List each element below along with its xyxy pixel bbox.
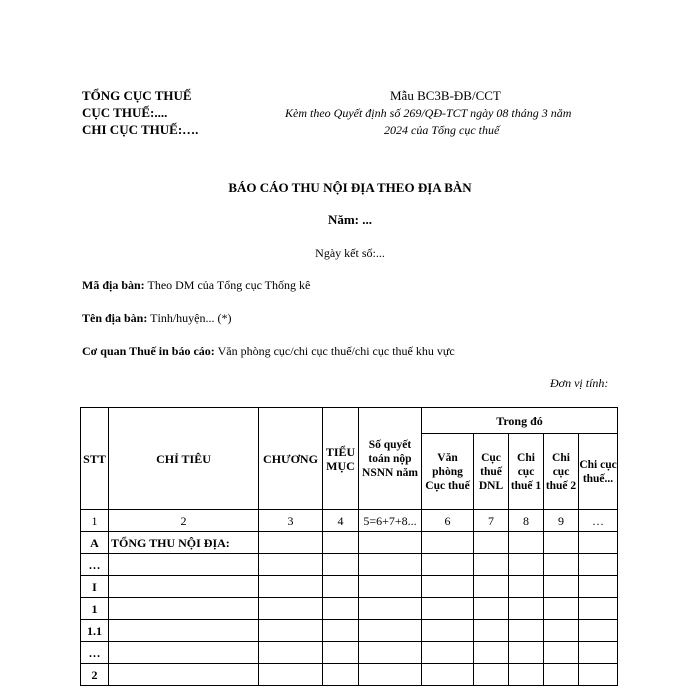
report-year: Năm: ... — [327, 212, 373, 227]
row-stt: 2 — [81, 664, 109, 686]
org-cuc-thue: CỤC THUẾ:.... — [82, 105, 168, 120]
index-cell: 7 — [474, 510, 509, 532]
row-label — [109, 620, 259, 642]
field-label: Cơ quan Thuế in báo cáo: — [82, 344, 215, 358]
decision-line-2: 2024 của Tổng cục thuế — [384, 123, 500, 137]
index-cell: 3 — [259, 510, 323, 532]
table-row — [81, 598, 618, 620]
table-row — [81, 576, 618, 598]
form-code: Mẫu BC3B-ĐB/CCT — [390, 88, 501, 103]
field-label: Tên địa bàn: — [82, 311, 148, 325]
header-so-quyet-toan: Số quyết toán nộp NSNN năm — [359, 408, 422, 510]
table-row — [81, 642, 618, 664]
index-cell: 5=6+7+8... — [359, 510, 422, 532]
row-stt: … — [81, 554, 109, 576]
field-ten-dia-ban — [82, 311, 231, 326]
table-row — [81, 532, 618, 554]
header-stt: STT — [81, 408, 109, 510]
report-title: BÁO CÁO THU NỘI ĐỊA THEO ĐỊA BÀN — [228, 180, 472, 195]
index-cell: 9 — [544, 510, 579, 532]
header-van-phong: Văn phòng Cục thuế — [422, 434, 474, 510]
header-dnl: Cục thuế DNL — [474, 434, 509, 510]
row-stt: … — [81, 642, 109, 664]
index-cell: 2 — [109, 510, 259, 532]
index-cell: … — [579, 510, 618, 532]
row-label: TỔNG THU NỘI ĐỊA: — [109, 532, 259, 554]
row-label — [109, 642, 259, 664]
table-row — [81, 554, 618, 576]
index-cell: 1 — [81, 510, 109, 532]
field-co-quan-thue — [82, 344, 455, 359]
org-tong-cuc: TỔNG CỤC THUẾ — [82, 88, 192, 103]
row-stt: 1 — [81, 598, 109, 620]
field-label: Mã địa bàn: — [82, 278, 145, 292]
report-table — [80, 407, 618, 686]
row-label — [109, 576, 259, 598]
row-label — [109, 598, 259, 620]
header-chi-tieu: CHỈ TIÊU — [109, 408, 259, 510]
field-value: Văn phòng cục/chi cục thuế/chi cục thuế khu vực — [217, 344, 455, 358]
header-chi-cuc-2: Chi cục thuế 2 — [544, 434, 579, 510]
header-chi-cuc-n: Chi cục thuế... — [579, 434, 618, 510]
index-cell: 6 — [422, 510, 474, 532]
table-row — [81, 664, 618, 686]
unit-label: Đơn vị tính: — [550, 376, 609, 390]
row-label — [109, 554, 259, 576]
header-trong-do: Trong đó — [422, 408, 618, 434]
header-tieu-muc: TIỂU MỤC — [323, 408, 359, 510]
index-row — [81, 510, 618, 532]
row-stt: A — [81, 532, 109, 554]
row-stt: 1.1 — [81, 620, 109, 642]
decision-line-1: Kèm theo Quyết định số 269/QĐ-TCT ngày 08 tháng 3 năm — [285, 106, 572, 120]
field-ma-dia-ban — [82, 278, 310, 293]
field-value: Theo DM của Tổng cục Thống kê — [147, 278, 311, 292]
header-chuong: CHƯƠNG — [259, 408, 323, 510]
header-chi-cuc-1: Chi cục thuế 1 — [509, 434, 544, 510]
row-stt: I — [81, 576, 109, 598]
index-cell: 8 — [509, 510, 544, 532]
field-value: Tỉnh/huyện... (*) — [150, 311, 232, 325]
org-chi-cuc: CHI CỤC THUẾ:…. — [82, 122, 199, 137]
table-row — [81, 620, 618, 642]
index-cell: 4 — [323, 510, 359, 532]
row-label — [109, 664, 259, 686]
report-date: Ngày kết số:... — [315, 246, 385, 260]
